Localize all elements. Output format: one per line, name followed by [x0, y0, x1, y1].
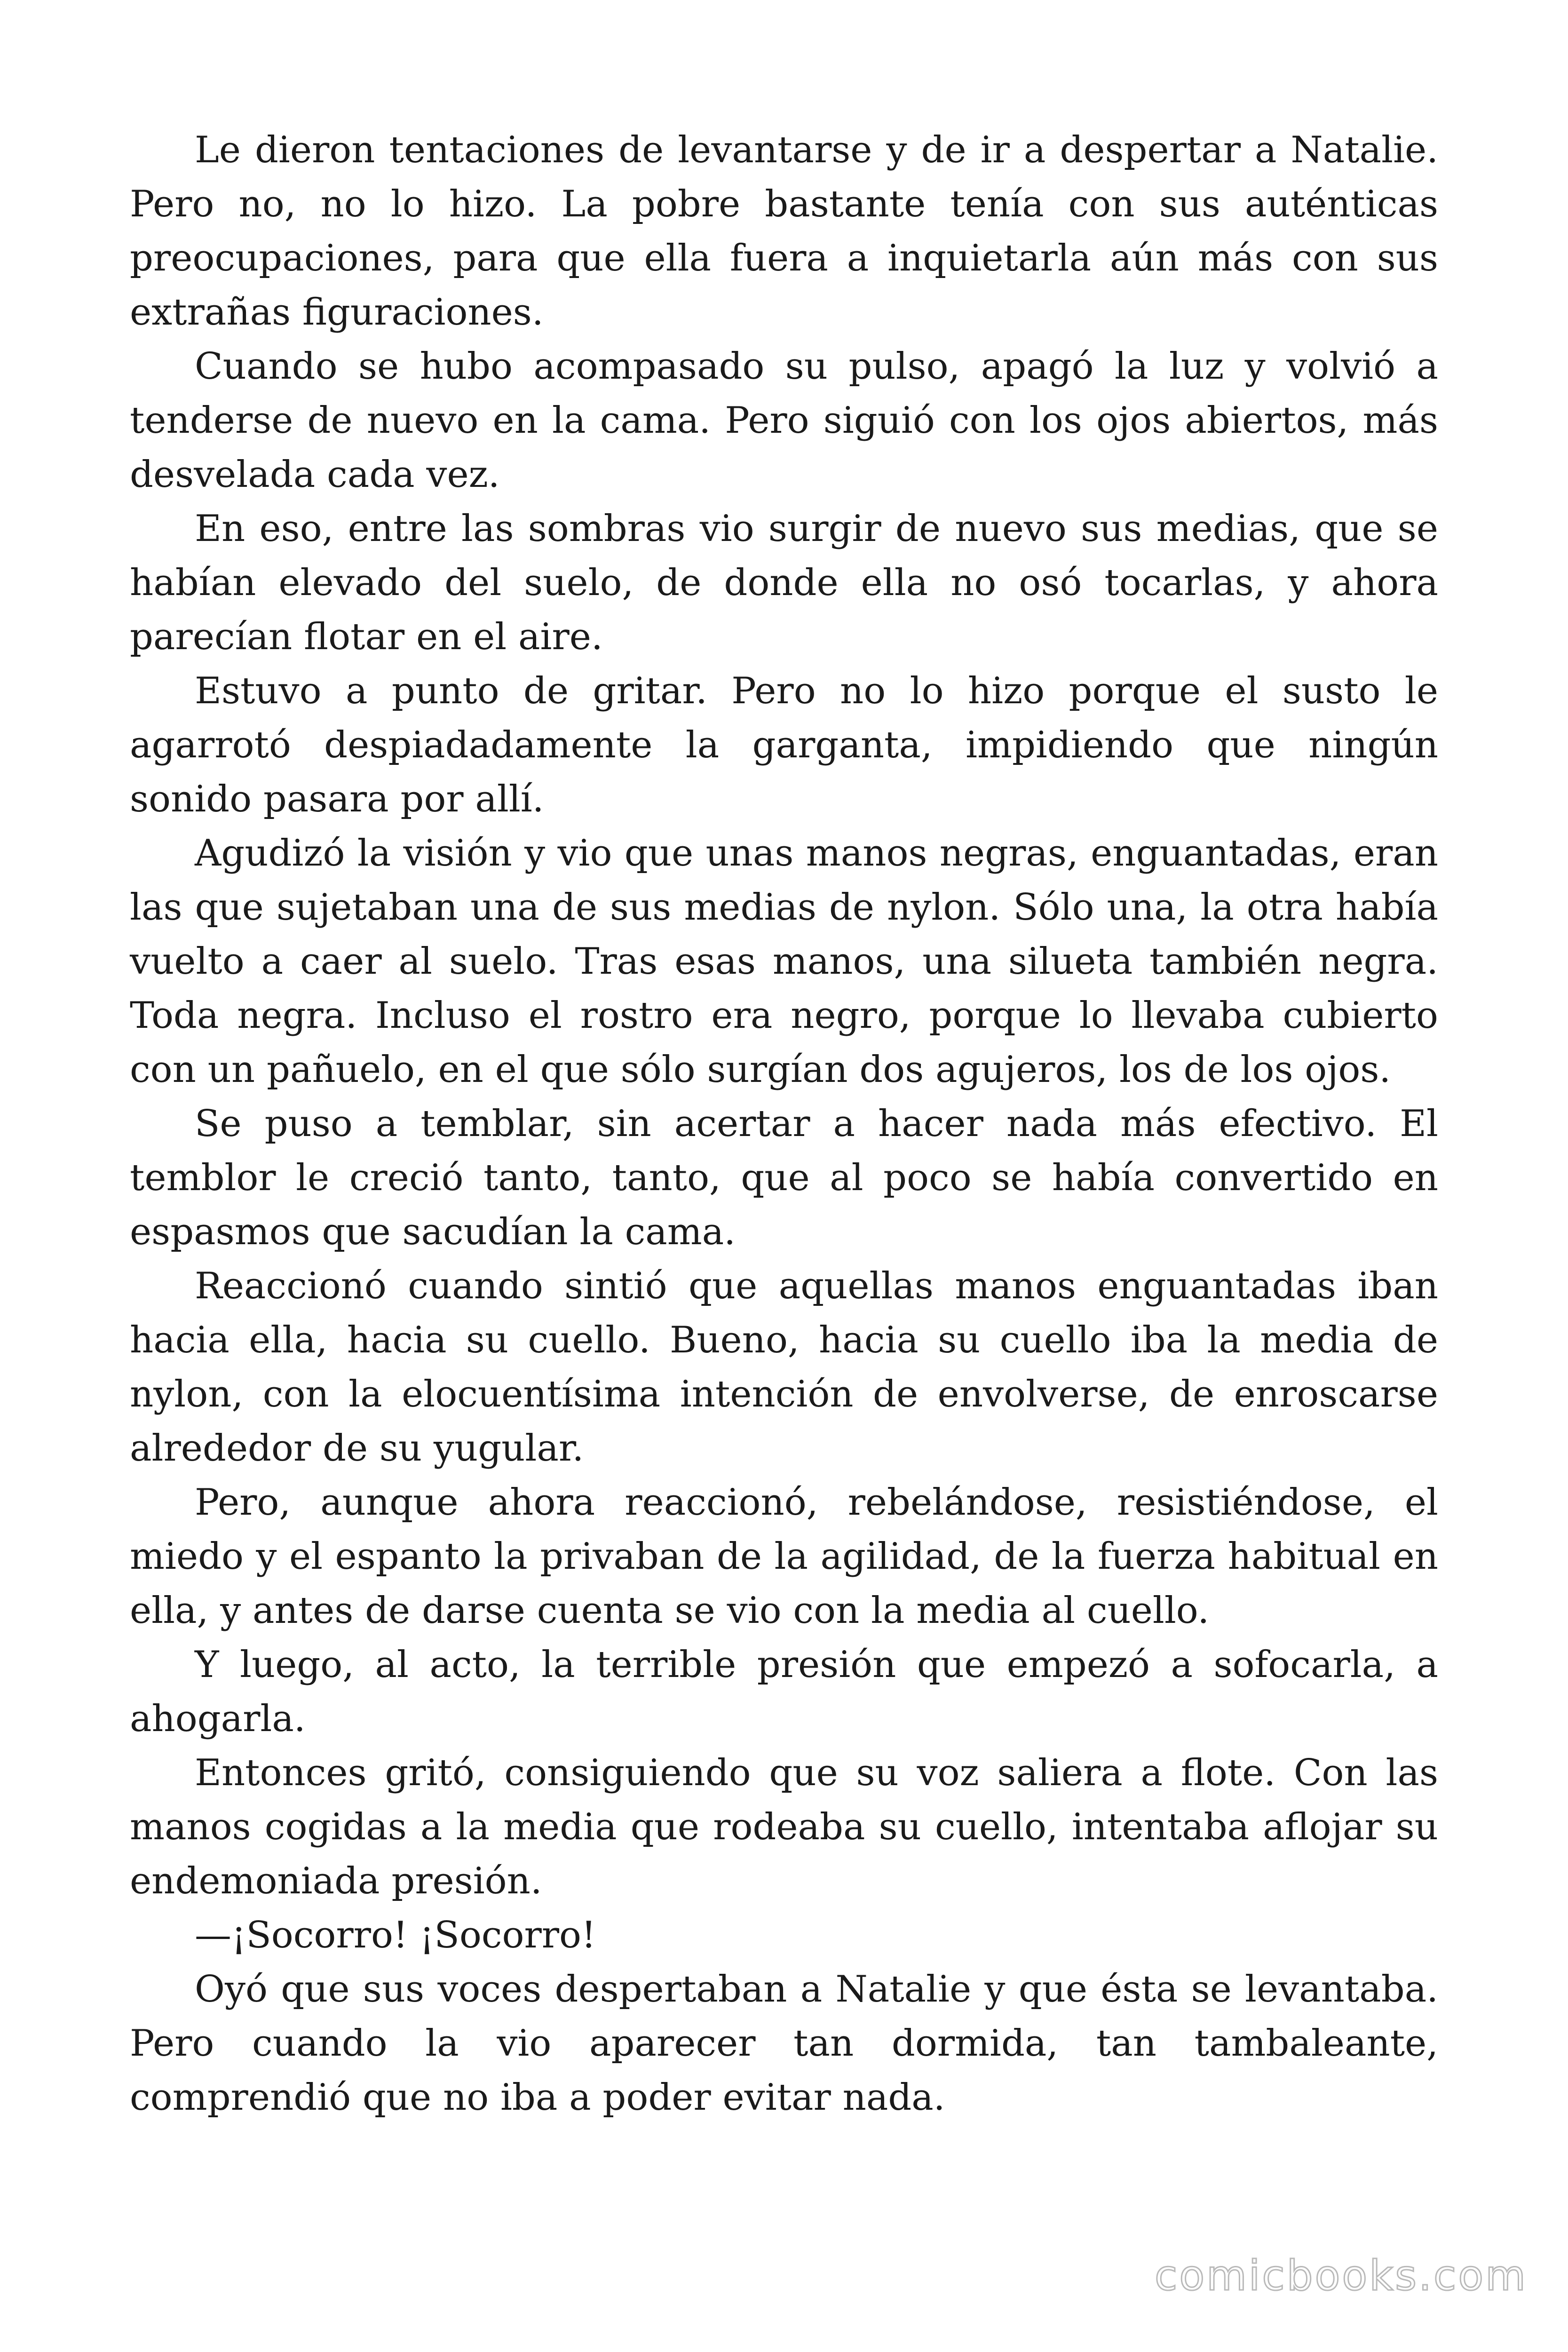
paragraph-12: Oyó que sus voces despertaban a Natalie y que ésta se levantaba. Pero cuando la vio aparecer tan dormida, tan tambaleante, comprendió que no iba a poder evitar nada.: [130, 1968, 1438, 2119]
watermark-text: comicbooks.com: [1154, 2251, 1528, 2300]
paragraph-3: En eso, entre las sombras vio surgir de nuevo sus medias, que se habían elevado del suelo, de donde ella no osó tocarlas, y ahora parecían flotar en el aire.: [130, 508, 1438, 658]
paragraph-5: Agudizó la visión y vio que unas manos negras, enguantadas, eran las que sujetaban una de sus medias de nylon. Sólo una, la otra había vuelto a caer al suelo. Tras esas manos, una silueta también negra. Toda negra. Incluso el rostro era negro, porque lo llevaba cubierto con un pañuelo, en el que sólo surgían dos agujeros, los de los ojos.: [130, 832, 1438, 1091]
paragraph-1: Le dieron tentaciones de levantarse y de ir a despertar a Natalie. Pero no, no lo hizo. La pobre bastante tenía con sus auténticas preocupaciones, para que ella fuera a inquietarla aún más con sus extrañas figuraciones.: [130, 129, 1438, 334]
paragraph-11-dialogue: —¡Socorro! ¡Socorro!: [195, 1914, 596, 1956]
book-page-text: [130, 123, 1438, 2125]
paragraph-10: Entonces gritó, consiguiendo que su voz saliera a flote. Con las manos cogidas a la media que rodeaba su cuello, intentaba aflojar su endemoniada presión.: [130, 1752, 1438, 1902]
paragraph-8: Pero, aunque ahora reaccionó, rebelándose, resistiéndose, el miedo y el espanto la privaban de la agilidad, de la fuerza habitual en ella, y antes de darse cuenta se vio con la media al cuello.: [130, 1481, 1438, 1632]
paragraph-7: Reaccionó cuando sintió que aquellas manos enguantadas iban hacia ella, hacia su cuello. Bueno, hacia su cuello iba la media de nylon, con la elocuentísima intención de envolverse, de enroscarse alrededor de su yugular.: [130, 1265, 1438, 1470]
paragraph-9: Y luego, al acto, la terrible presión que empezó a sofocarla, a ahogarla.: [130, 1644, 1438, 1740]
paragraph-2: Cuando se hubo acompasado su pulso, apagó la luz y volvió a tenderse de nuevo en la cama. Pero siguió con los ojos abiertos, más desvelada cada vez.: [130, 345, 1438, 496]
paragraph-4: Estuvo a punto de gritar. Pero no lo hizo porque el susto le agarrotó despiadadamente la garganta, impidiendo que ningún sonido pasara por allí.: [130, 670, 1438, 820]
paragraph-6: Se puso a temblar, sin acertar a hacer nada más efectivo. El temblor le creció tanto, tanto, que al poco se había convertido en espasmos que sacudían la cama.: [130, 1103, 1438, 1253]
